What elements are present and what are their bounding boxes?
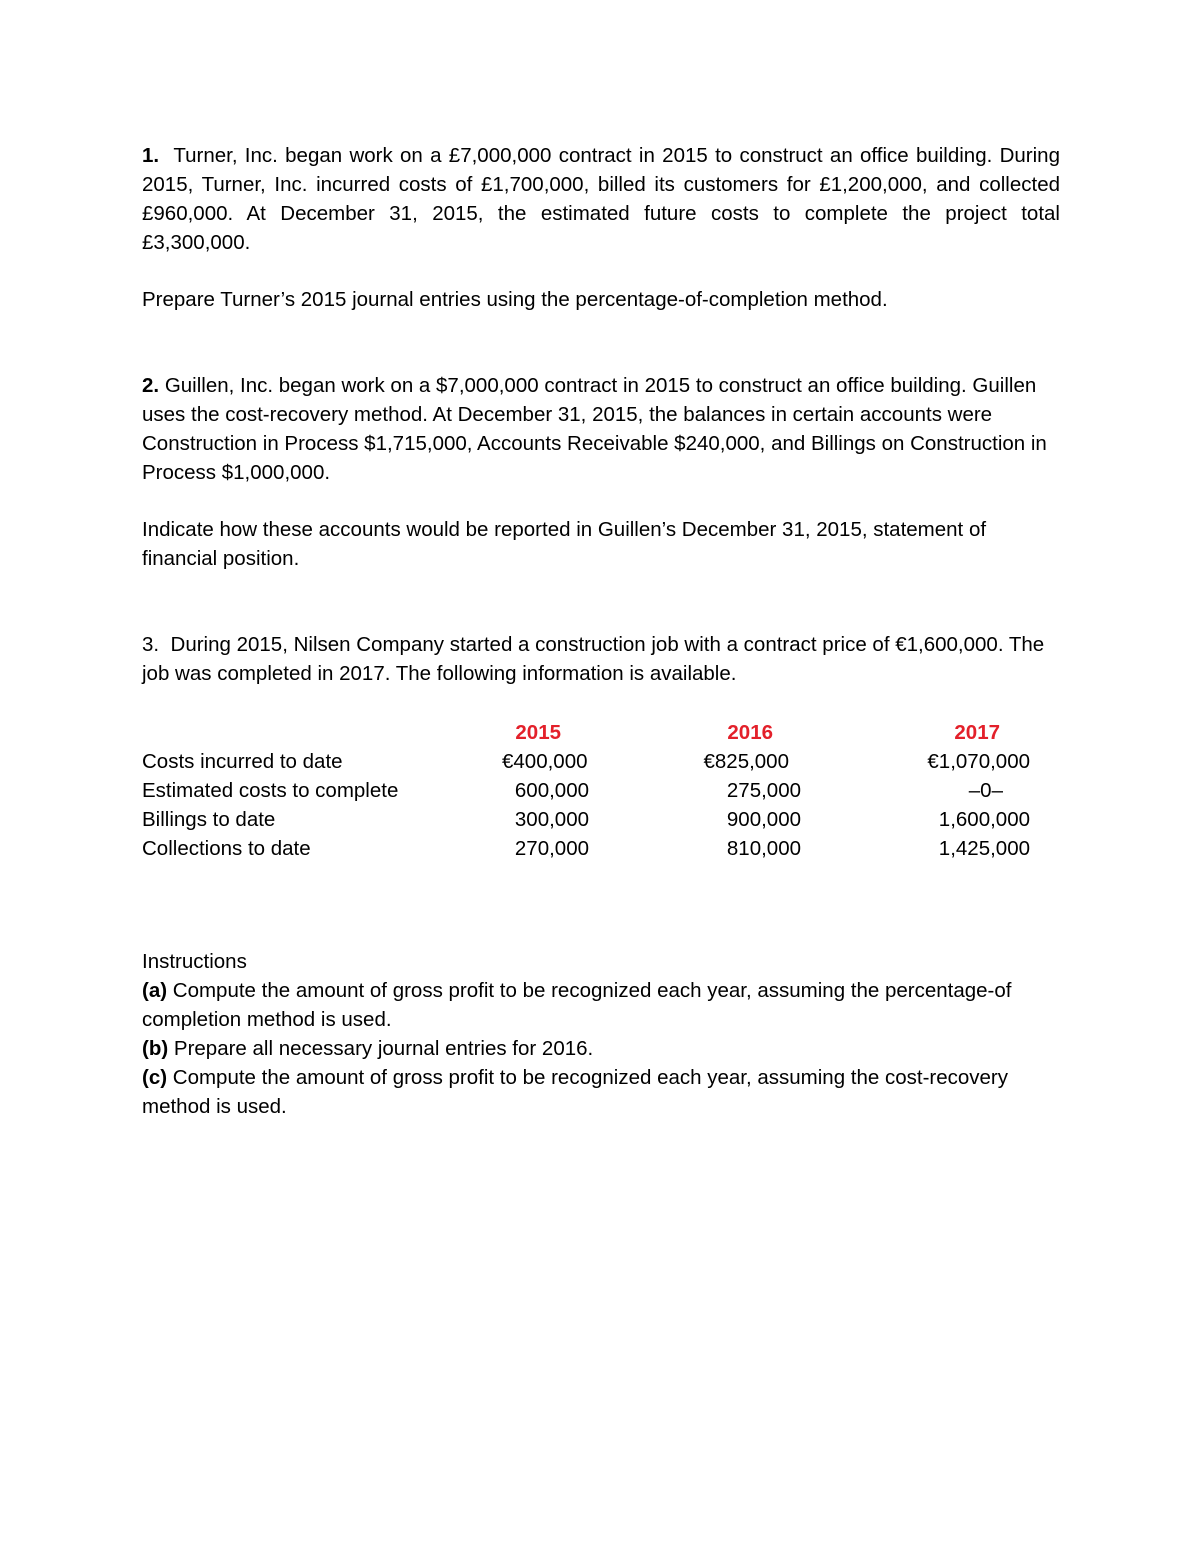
- part-b-letter: (b): [142, 1037, 169, 1060]
- cell-value: €400,000: [502, 750, 588, 773]
- cell-value: 1,425,000: [938, 837, 1030, 860]
- year-header-2016: 2016: [727, 721, 773, 744]
- question-3-number: 3.: [142, 633, 160, 656]
- row-label: Costs incurred to date: [142, 750, 343, 773]
- cell-value: –0–: [968, 779, 1003, 802]
- cell-value: €825,000: [703, 750, 789, 773]
- row-label: Billings to date: [142, 808, 276, 831]
- table-row: [142, 834, 1034, 863]
- instruction-part-b: [142, 1034, 1060, 1063]
- question-1-body: Turner, Inc. began work on a £7,000,000 contract in 2015 to construct an office building. During 2015, Turner, Inc. incurred costs of £1,700,000, billed its customers for £1,200,000, and collected £960,000. At December 31, 2015, the estimated future costs to complete the project total £3,300,000.: [142, 144, 1060, 254]
- question-1-number: 1.: [142, 144, 160, 167]
- question-2-text: [142, 371, 1052, 487]
- cell-value: €1,070,000: [927, 750, 1030, 773]
- cell-value: 1,600,000: [938, 808, 1030, 831]
- cell-value: 600,000: [514, 779, 589, 802]
- question-3-body: During 2015, Nilsen Company started a construction job with a contract price of €1,600,000. The job was completed in 2017. The following information is available.: [142, 633, 1045, 685]
- table-header-row: [142, 718, 1034, 747]
- cell-value: 900,000: [726, 808, 801, 831]
- part-b-text: Prepare all necessary journal entries for 2016.: [173, 1037, 594, 1060]
- question-2-number: 2.: [142, 374, 160, 397]
- part-c-text: Compute the amount of gross profit to be recognized each year, assuming the cost-recovery method is used.: [142, 1066, 1009, 1118]
- part-a-letter: (a): [142, 979, 168, 1002]
- row-label: Estimated costs to complete: [142, 779, 399, 802]
- cell-value: 270,000: [514, 837, 589, 860]
- question-2-instruction: Indicate how these accounts would be reported in Guillen’s December 31, 2015, statement of financial position.: [142, 518, 987, 570]
- instruction-part-a: [142, 976, 1054, 1034]
- part-a-text: Compute the amount of gross profit to be recognized each year, assuming the percentage-of completion method is used.: [142, 979, 1012, 1031]
- construction-data-table: [142, 718, 1034, 863]
- document-page: [142, 141, 1060, 1121]
- question-2-body: Guillen, Inc. began work on a $7,000,000 contract in 2015 to construct an office building. Guillen uses the cost-recovery method. At December 31, 2015, the balances in certain accounts were Construction in Process $1,715,000, Accounts Receivable $240,000, and Billings on Construction in Process $1,000,000.: [142, 374, 1047, 484]
- year-header-2017: 2017: [954, 721, 1000, 744]
- table-header-blank: [142, 718, 502, 747]
- table-row: [142, 805, 1034, 834]
- question-3-text: [142, 630, 1052, 688]
- question-1-instruction: Prepare Turner’s 2015 journal entries using the percentage-of-completion method.: [142, 288, 888, 311]
- cell-value: 275,000: [726, 779, 801, 802]
- row-label: Collections to date: [142, 837, 311, 860]
- instruction-part-c: [142, 1063, 1047, 1121]
- table-row: [142, 747, 1034, 776]
- table-row: [142, 776, 1034, 805]
- year-header-2015: 2015: [515, 721, 561, 744]
- cell-value: 300,000: [514, 808, 589, 831]
- question-1-text: [142, 141, 1060, 257]
- instructions-heading: Instructions: [142, 950, 247, 973]
- part-c-letter: (c): [142, 1066, 168, 1089]
- cell-value: 810,000: [726, 837, 801, 860]
